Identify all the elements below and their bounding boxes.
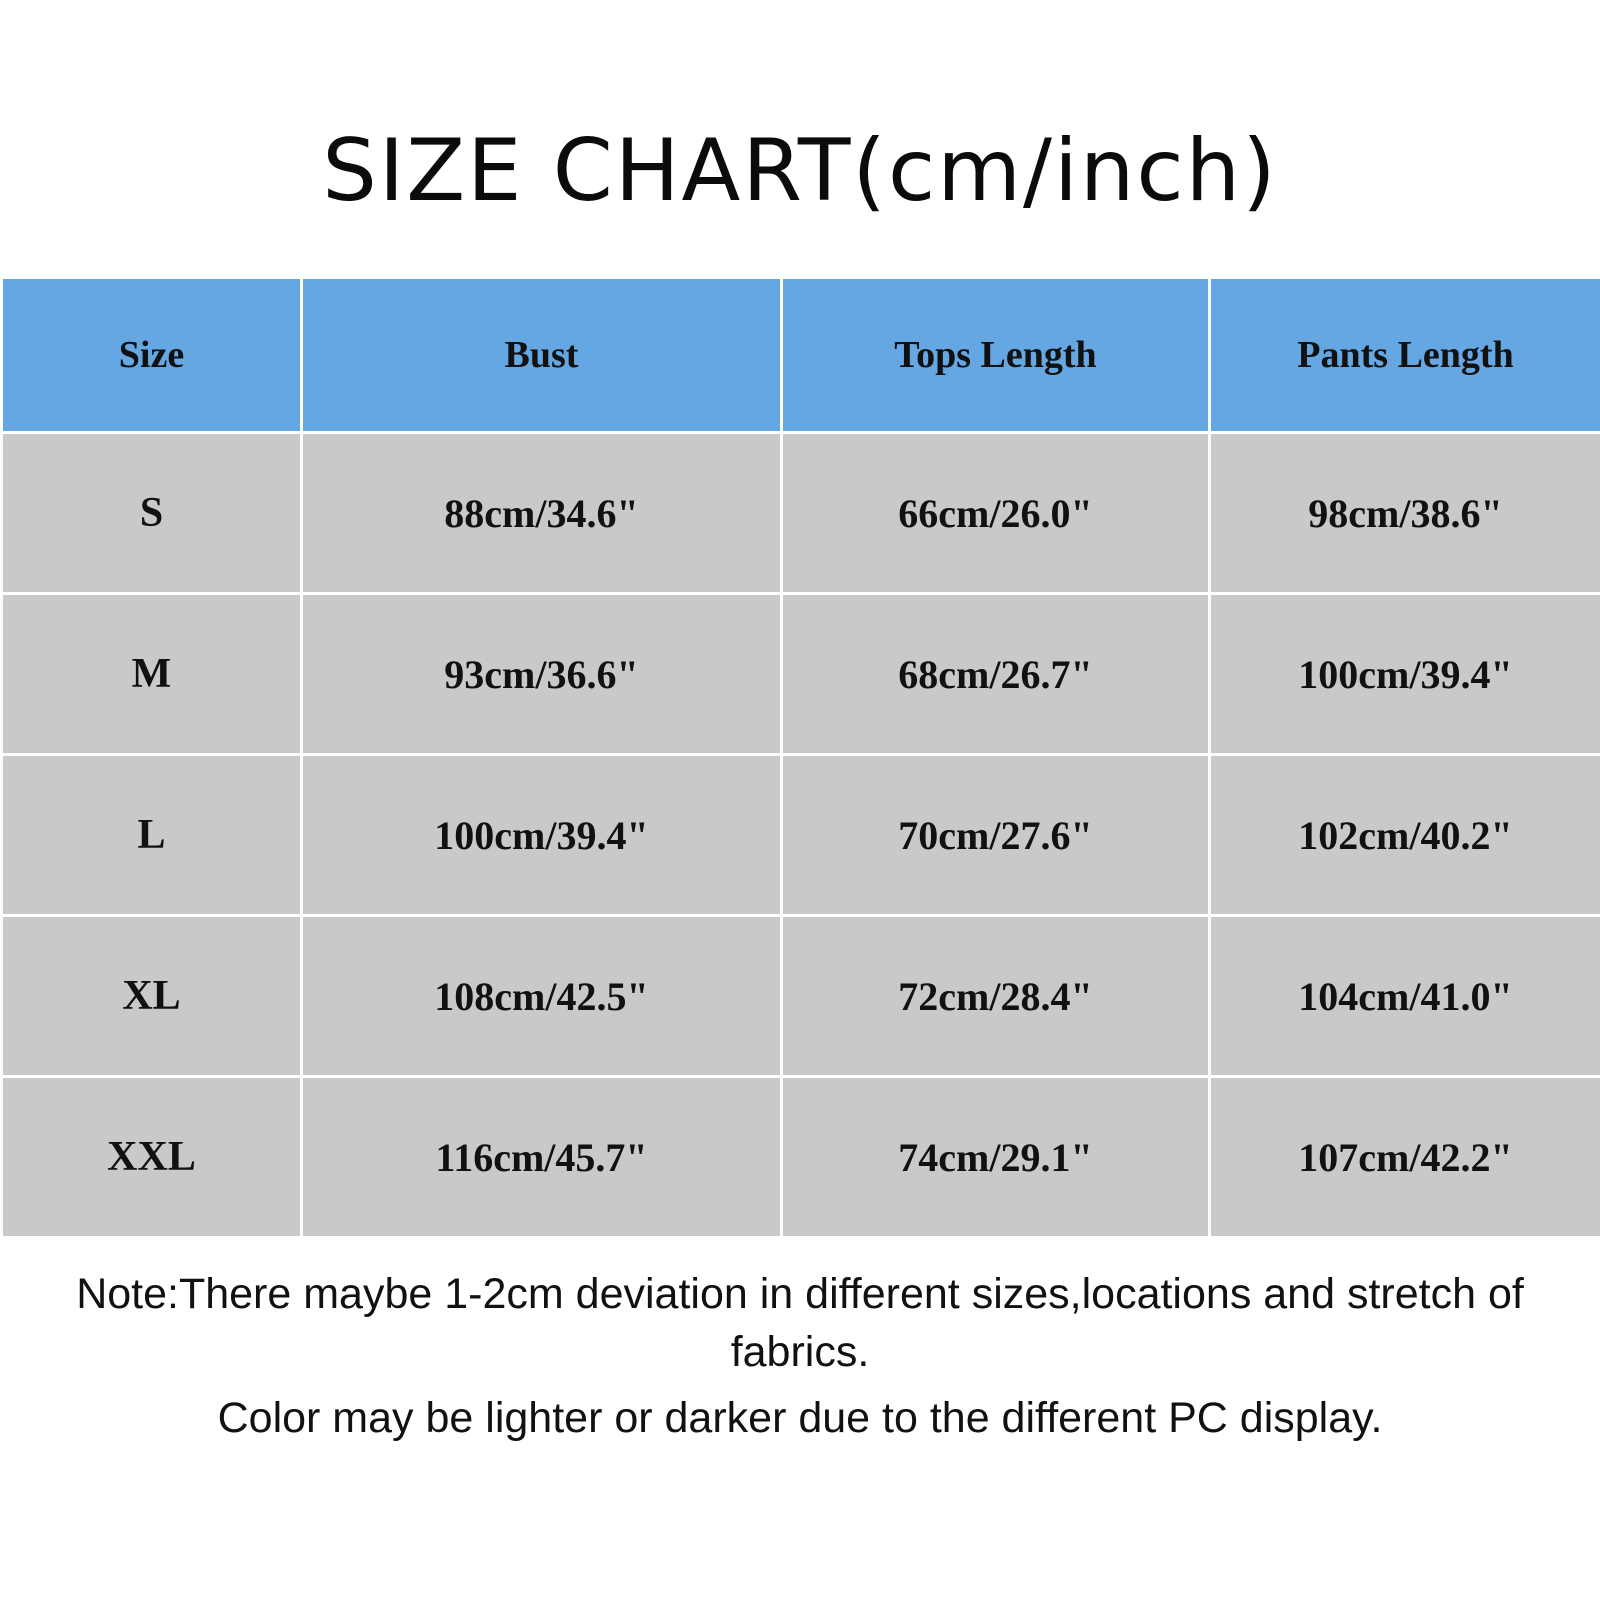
cell-pants-length: 107cm/42.2" [1210,1077,1600,1238]
column-header-pants-length: Pants Length [1210,278,1600,433]
table-row [2,433,1600,594]
table-row [2,1077,1600,1238]
cell-bust: 108cm/42.5" [302,916,782,1077]
table-row [2,916,1600,1077]
cell-pants-length: 100cm/39.4" [1210,594,1600,755]
cell-size: L [2,755,302,916]
page-title: SIZE CHART(cm/inch) [322,121,1278,221]
cell-bust: 93cm/36.6" [302,594,782,755]
cell-tops-length: 66cm/26.0" [782,433,1210,594]
table-row [2,755,1600,916]
size-chart-table [0,276,1600,1239]
cell-tops-length: 70cm/27.6" [782,755,1210,916]
table-header-row [2,278,1600,433]
cell-tops-length: 68cm/26.7" [782,594,1210,755]
cell-size: XL [2,916,302,1077]
cell-bust: 116cm/45.7" [302,1077,782,1238]
cell-size: XXL [2,1077,302,1238]
notes-block [0,1265,1600,1447]
cell-size: S [2,433,302,594]
cell-tops-length: 72cm/28.4" [782,916,1210,1077]
cell-pants-length: 98cm/38.6" [1210,433,1600,594]
cell-pants-length: 102cm/40.2" [1210,755,1600,916]
note-color-display: Color may be lighter or darker due to the different PC display. [217,1394,1383,1443]
cell-bust: 88cm/34.6" [302,433,782,594]
cell-pants-length: 104cm/41.0" [1210,916,1600,1077]
column-header-size: Size [2,278,302,433]
table-row [2,594,1600,755]
cell-size: M [2,594,302,755]
cell-bust: 100cm/39.4" [302,755,782,916]
column-header-tops-length: Tops Length [782,278,1210,433]
cell-tops-length: 74cm/29.1" [782,1077,1210,1238]
note-deviation: Note:There maybe 1-2cm deviation in different sizes,locations and stretch of fabrics. [76,1270,1524,1377]
column-header-bust: Bust [302,278,782,433]
